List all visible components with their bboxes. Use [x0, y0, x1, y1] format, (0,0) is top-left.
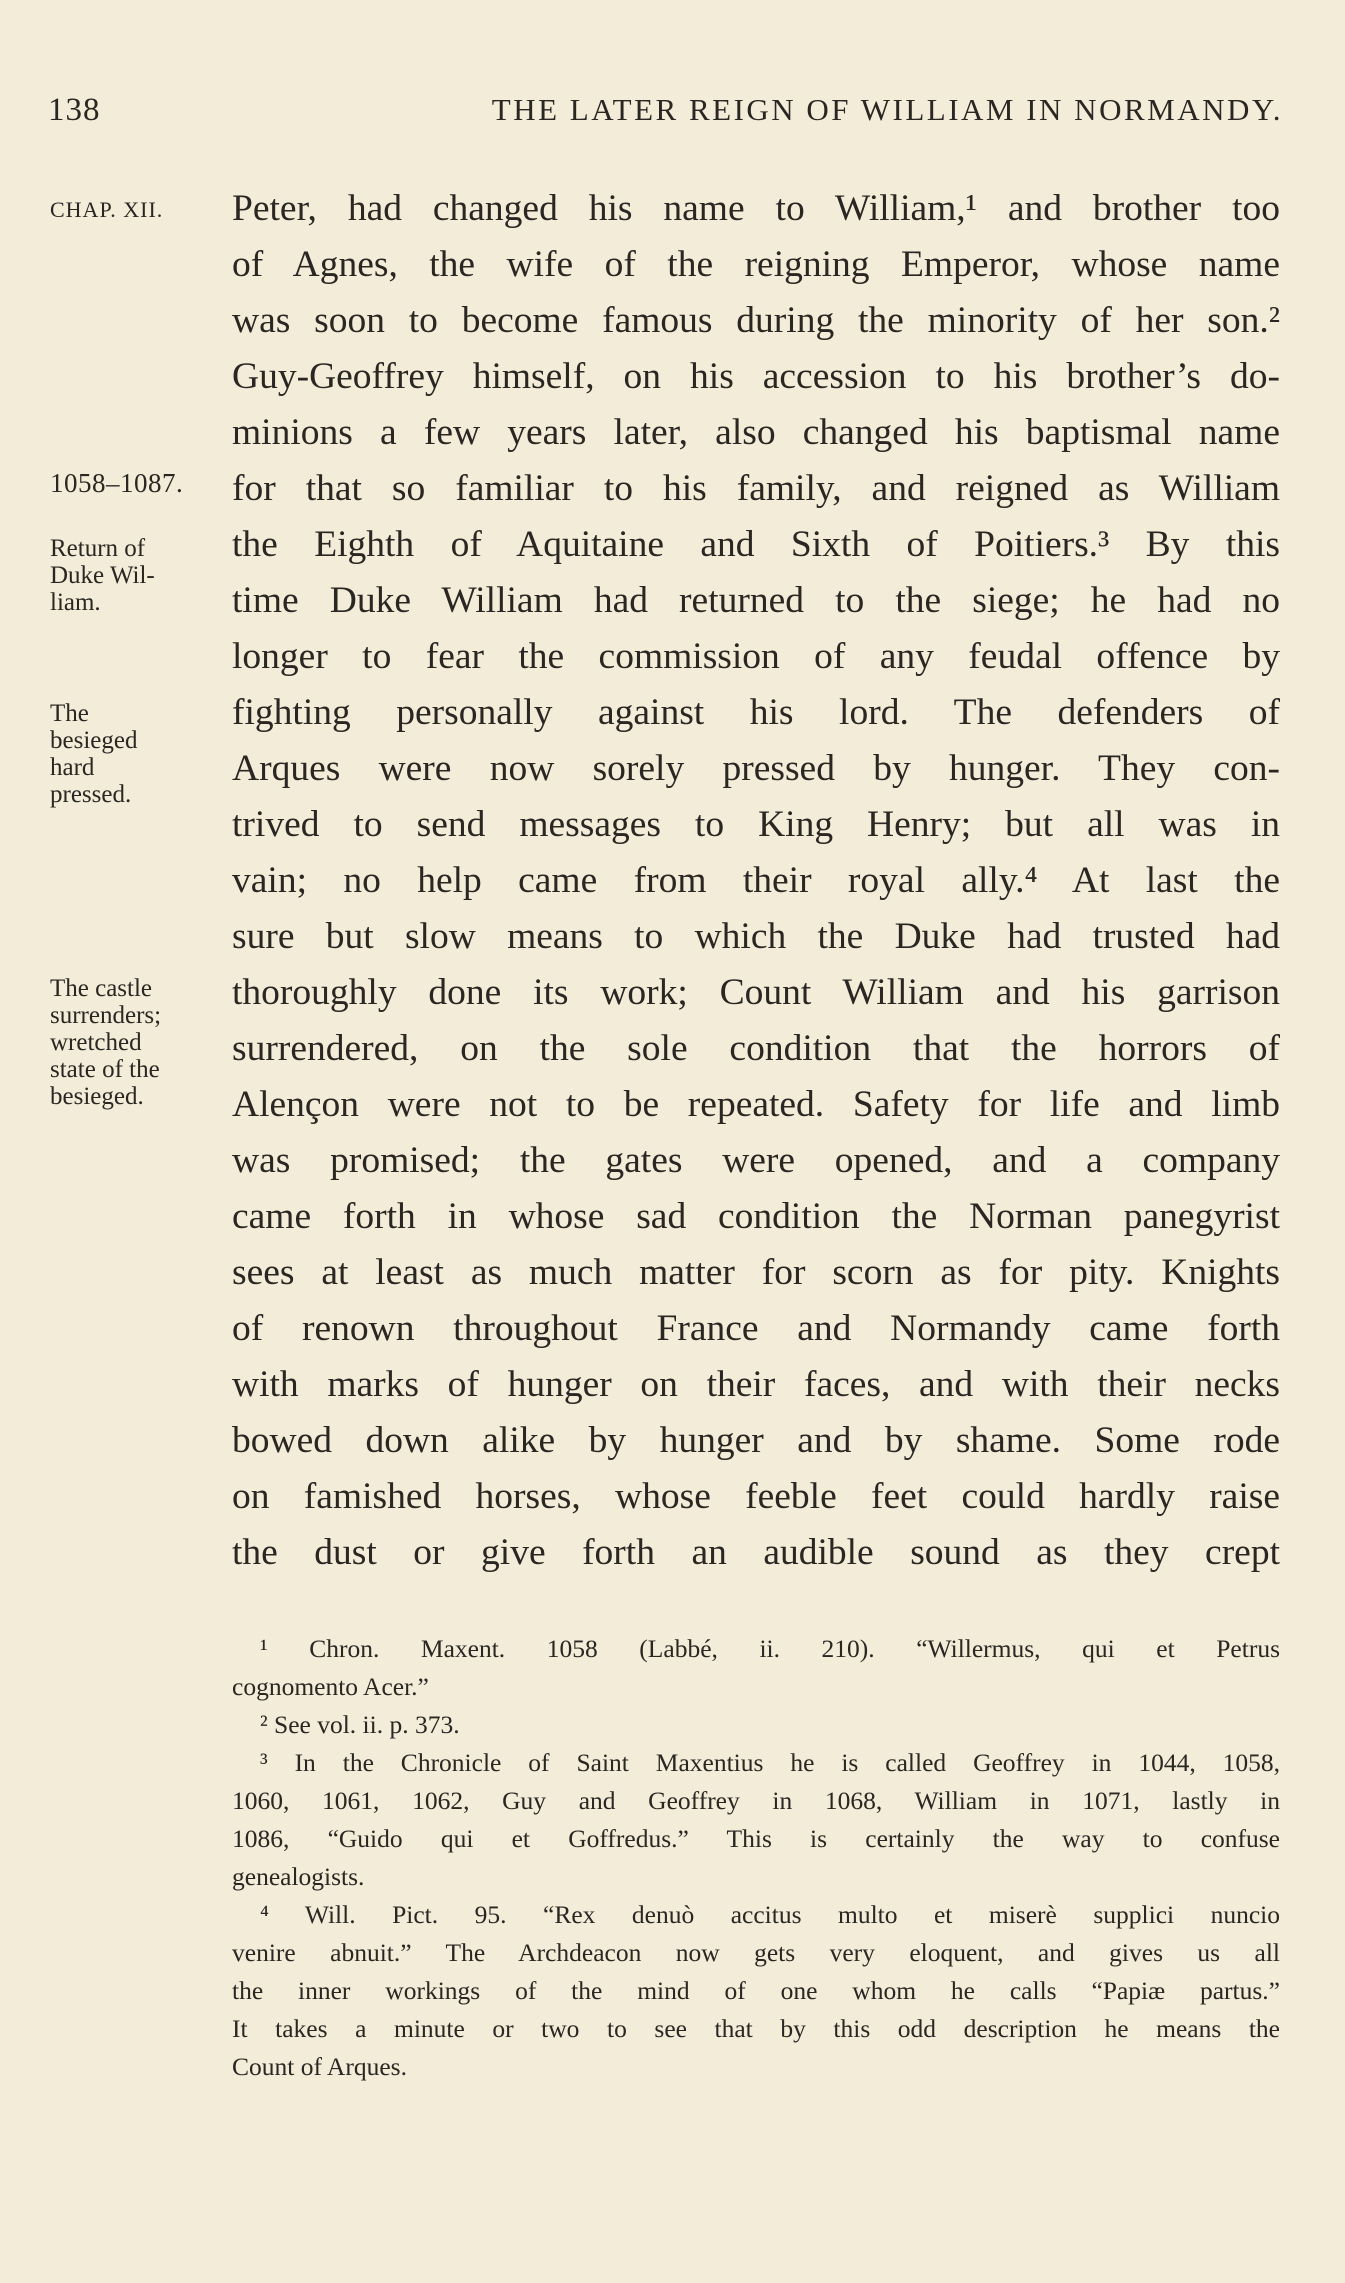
body-line: Guy-Geoffrey himself, on his accession to his brother’s do- — [232, 356, 1280, 397]
body-line: fighting personally against his lord. The defenders of — [232, 692, 1280, 733]
body-line: was promised; the gates were opened, and a company — [232, 1140, 1280, 1181]
marginal-line: surrenders; — [50, 1002, 162, 1029]
chapter-marginal: CHAP. XII. — [50, 197, 164, 222]
body-line: for that so familiar to his family, and reigned as William — [232, 468, 1280, 509]
marginal-line: The — [50, 700, 89, 727]
body-line: sees at least as much matter for scorn as for pity. Knights — [232, 1252, 1280, 1293]
marginal-line: besieged. — [50, 1083, 144, 1110]
footnote-line: ² See vol. ii. p. 373. — [260, 1710, 460, 1739]
marginal-line: state of the — [50, 1056, 160, 1083]
body-line: of Agnes, the wife of the reigning Emperor, whose name — [232, 244, 1280, 285]
body-line: longer to fear the commission of any feudal offence by — [232, 636, 1280, 677]
marginal-note-return — [50, 535, 228, 616]
body-line: bowed down alike by hunger and by shame. Some rode — [232, 1420, 1280, 1461]
body-line: on famished horses, whose feeble feet could hardly raise — [232, 1476, 1280, 1517]
footnote-3 — [232, 1744, 1280, 1896]
footnotes — [232, 1630, 1280, 2086]
body-line: of renown throughout France and Normandy came forth — [232, 1308, 1280, 1349]
marginal-line: Return of — [50, 535, 146, 562]
footnote-line: venire abnuit.” The Archdeacon now gets very eloquent, and gives us all — [232, 1938, 1280, 1967]
marginal-line: The castle — [50, 975, 153, 1002]
marginal-line: liam. — [50, 589, 101, 616]
body-line: vain; no help came from their royal ally.⁴ At last the — [232, 860, 1280, 901]
date-marginal: 1058–1087. — [50, 468, 184, 498]
body-line: Alençon were not to be repeated. Safety for life and limb — [232, 1084, 1280, 1125]
footnote-line: 1086, “Guido qui et Goffredus.” This is certainly the way to confuse — [232, 1824, 1280, 1853]
body-line: the Eighth of Aquitaine and Sixth of Poitiers.³ By this — [232, 524, 1280, 565]
marginal-line: besieged — [50, 727, 138, 754]
body-line: thoroughly done its work; Count William and his garrison — [232, 972, 1280, 1013]
body-line: minions a few years later, also changed his baptismal name — [232, 412, 1280, 453]
footnote-line: Count of Arques. — [232, 2052, 407, 2081]
footnote-1 — [232, 1630, 1280, 1706]
running-head — [48, 92, 1283, 136]
body-line: came forth in whose sad condition the Norman panegyrist — [232, 1196, 1280, 1237]
footnote-line: It takes a minute or two to see that by this odd description he means the — [232, 2014, 1280, 2043]
body-line: was soon to become famous during the minority of her son.² — [232, 300, 1280, 341]
body-line: trived to send messages to King Henry; but all was in — [232, 804, 1280, 845]
footnote-line: the inner workings of the mind of one whom he calls “Papiæ partus.” — [232, 1976, 1280, 2005]
marginal-note-besieged — [50, 700, 228, 808]
page-number: 138 — [48, 92, 101, 128]
body-text — [232, 181, 1280, 1581]
body-line: Peter, had changed his name to William,¹ and brother too — [232, 188, 1280, 229]
footnote-line: genealogists. — [232, 1862, 365, 1891]
footnote-line: ¹ Chron. Maxent. 1058 (Labbé, ii. 210). “Willermus, qui et Petrus — [260, 1634, 1280, 1663]
footnote-4 — [232, 1896, 1280, 2086]
footnote-line: 1060, 1061, 1062, Guy and Geoffrey in 1068, William in 1071, lastly in — [232, 1786, 1280, 1815]
body-line: time Duke William had returned to the siege; he had no — [232, 580, 1280, 621]
body-line: the dust or give forth an audible sound as they crept — [232, 1532, 1280, 1573]
body-line: surrendered, on the sole condition that the horrors of — [232, 1028, 1280, 1069]
marginal-line: pressed. — [50, 781, 132, 808]
footnote-line: ⁴ Will. Pict. 95. “Rex denuò accitus multo et miserè supplici nuncio — [260, 1900, 1280, 1929]
footnote-2 — [232, 1706, 1280, 1744]
marginal-line: hard — [50, 754, 95, 781]
footnote-line: ³ In the Chronicle of Saint Maxentius he is called Geoffrey in 1044, 1058, — [260, 1748, 1280, 1777]
body-line: with marks of hunger on their faces, and with their necks — [232, 1364, 1280, 1405]
footnote-line: cognomento Acer.” — [232, 1672, 429, 1701]
body-line: sure but slow means to which the Duke had trusted had — [232, 916, 1280, 957]
body-line: Arques were now sorely pressed by hunger. They con- — [232, 748, 1280, 789]
marginal-note-surrender — [50, 975, 228, 1110]
marginal-line: Duke Wil- — [50, 562, 155, 589]
marginal-line: wretched — [50, 1029, 142, 1056]
running-title: THE LATER REIGN OF WILLIAM IN NORMANDY. — [491, 92, 1283, 127]
